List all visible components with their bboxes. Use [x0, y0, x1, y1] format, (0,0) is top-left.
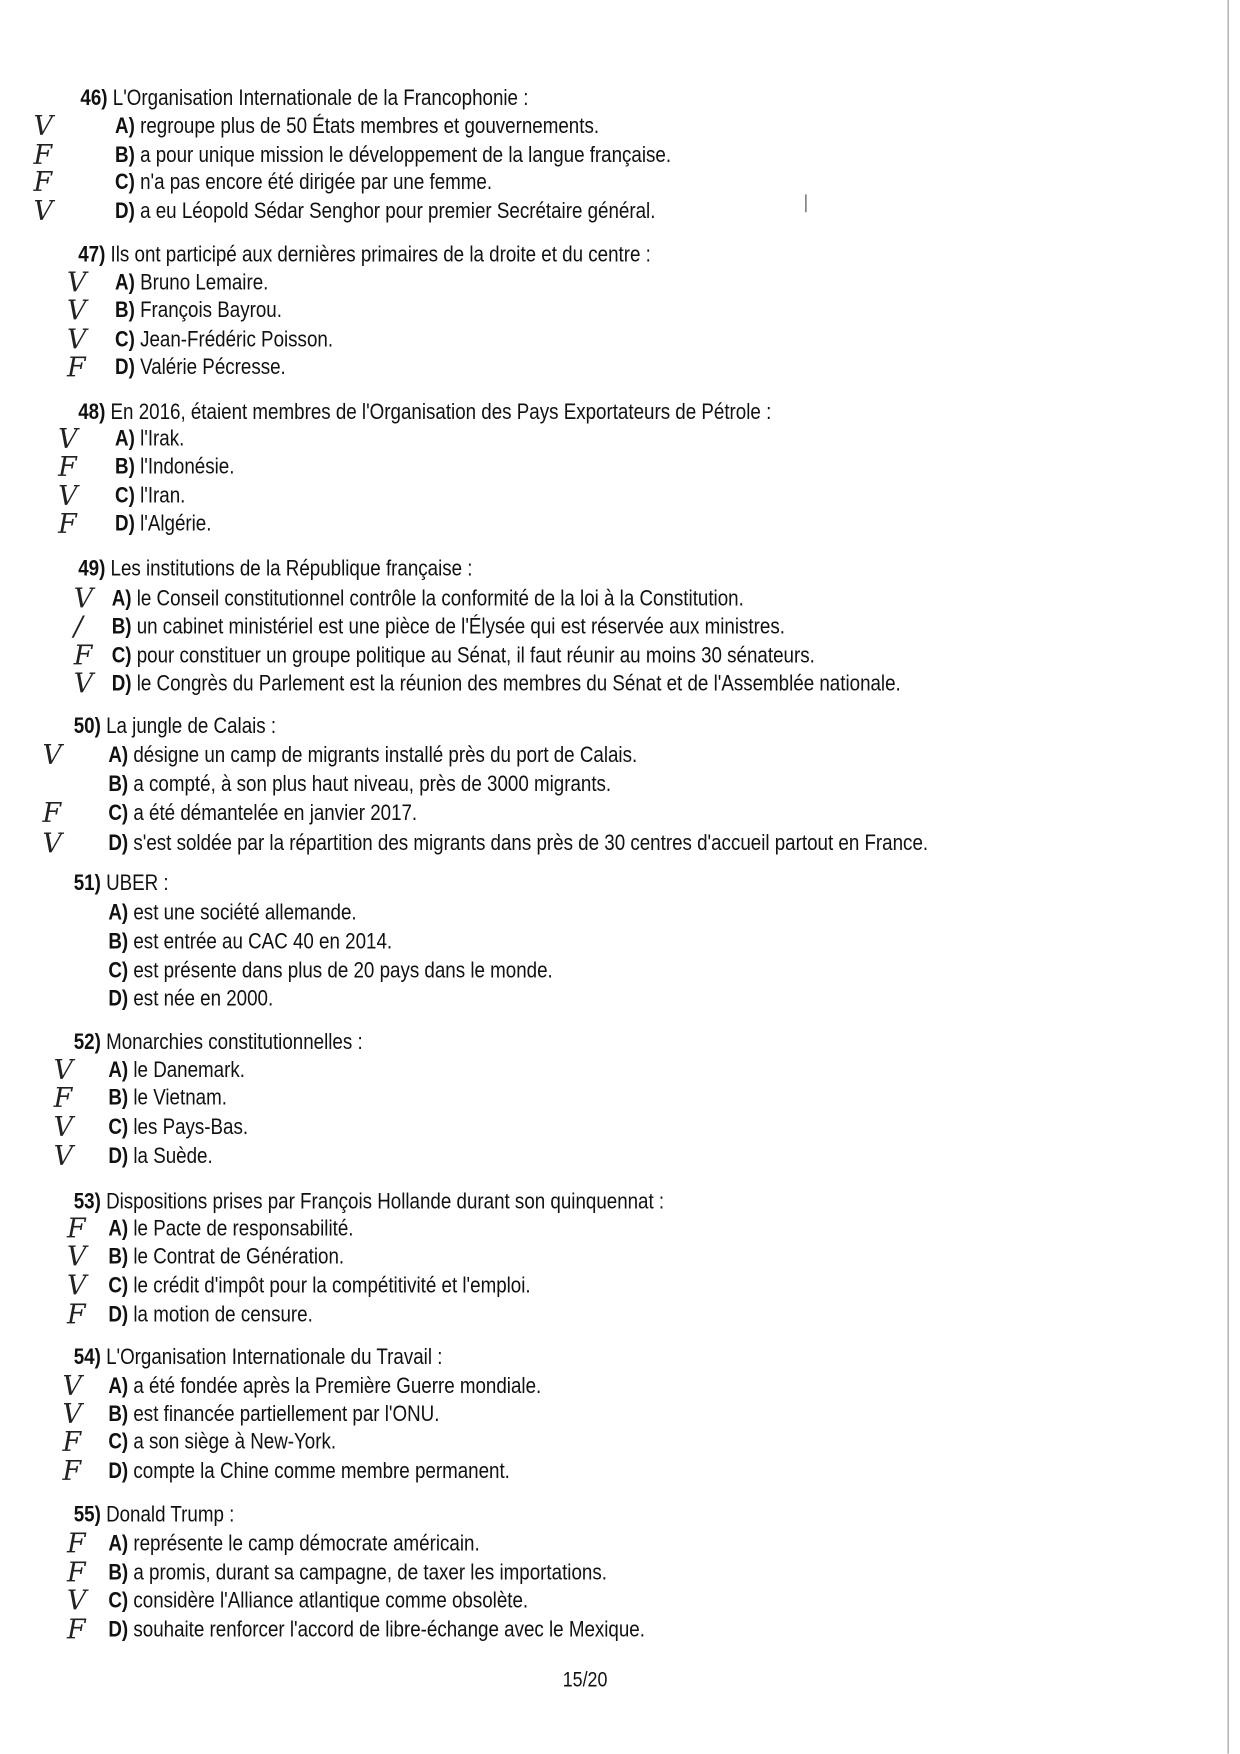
- handwritten-mark: V: [67, 266, 87, 299]
- question-53: [74, 1190, 664, 1215]
- option-text: le Vietnam.: [133, 1085, 227, 1111]
- option-text: la Suède.: [133, 1143, 213, 1169]
- answer-option: [108, 831, 928, 856]
- option-text: le Pacte de responsabilité.: [133, 1216, 354, 1241]
- question-number: 50): [73, 713, 101, 739]
- option-label: B): [108, 1401, 129, 1427]
- option-text: le Contrat de Génération.: [133, 1244, 345, 1269]
- answer-option: [108, 1588, 528, 1613]
- option-label: B): [108, 1244, 129, 1269]
- option-text: s'est soldée par la répartition des migrants dans près de 30 centres d'accueil partout en France.: [133, 831, 929, 856]
- option-label: C): [115, 483, 135, 509]
- option-label: D): [115, 511, 135, 537]
- question-text: UBER :: [106, 871, 169, 896]
- question-number: 52): [73, 1029, 101, 1055]
- question-text: Ils ont participé aux dernières primaires de la droite et du centre :: [110, 242, 651, 267]
- answer-option: [108, 1617, 645, 1642]
- option-text: a été fondée après la Première Guerre mondiale.: [133, 1373, 542, 1399]
- answer-option: [115, 298, 282, 323]
- answer-option: [112, 586, 744, 611]
- option-label: D): [108, 986, 129, 1011]
- question-number: 51): [73, 871, 101, 896]
- option-text: a pour unique mission le développement de la langue française.: [140, 142, 672, 168]
- handwritten-mark: V: [53, 1140, 73, 1172]
- handwritten-mark: V: [67, 1270, 87, 1302]
- handwritten-mark: F: [62, 1426, 82, 1458]
- option-label: B): [108, 929, 129, 954]
- option-label: B): [115, 454, 135, 480]
- answer-option: [115, 327, 333, 352]
- option-label: B): [111, 614, 132, 639]
- handwritten-mark: V: [42, 739, 62, 771]
- option-text: l'Iran.: [140, 483, 186, 509]
- handwritten-mark: V: [53, 1054, 73, 1086]
- handwritten-mark: F: [67, 351, 86, 384]
- handwritten-mark: V: [42, 827, 62, 859]
- answer-option: [108, 1086, 227, 1111]
- handwritten-mark: /: [73, 610, 83, 643]
- answer-option: [115, 114, 599, 139]
- option-label: C): [111, 643, 132, 668]
- handwritten-mark: V: [62, 1370, 82, 1402]
- handwritten-mark: F: [67, 1299, 86, 1331]
- answer-option: [115, 270, 268, 295]
- option-text: compte la Chine comme membre permanent.: [133, 1458, 510, 1484]
- answer-option: [115, 427, 184, 452]
- question-49: [78, 556, 472, 581]
- option-text: Bruno Lemaire.: [140, 270, 269, 295]
- option-label: D): [108, 1143, 129, 1169]
- handwritten-mark: V: [73, 583, 94, 615]
- handwritten-mark: V: [53, 1111, 73, 1143]
- answer-option: [108, 1430, 336, 1455]
- answer-option: [115, 455, 234, 480]
- option-label: A): [108, 1531, 129, 1556]
- page-number: 15/20: [562, 1668, 608, 1693]
- option-text: est présente dans plus de 20 pays dans le monde.: [133, 958, 553, 983]
- question-number: 48): [78, 399, 106, 425]
- answer-option: [112, 643, 815, 668]
- answer-option: [115, 199, 655, 224]
- question-number: 53): [73, 1189, 101, 1215]
- question-46: [80, 86, 528, 111]
- option-text: le Congrès du Parlement est la réunion des membres du Sénat et de l'Assemblée nationale.: [136, 671, 901, 696]
- answer-option: [108, 1144, 212, 1169]
- answer-option: [115, 484, 185, 509]
- option-text: le Conseil constitutionnel contrôle la conformité de la loi à la Constitution.: [136, 586, 744, 611]
- handwritten-mark: F: [53, 1082, 73, 1114]
- option-label: D): [111, 671, 132, 696]
- question-text: L'Organisation Internationale de la Francophonie :: [112, 86, 529, 111]
- handwritten-mark: F: [67, 1557, 86, 1589]
- handwritten-mark: F: [58, 508, 77, 540]
- answer-option: [115, 143, 671, 168]
- question-50: [74, 714, 276, 739]
- answer-option: [108, 929, 392, 954]
- option-text: a son siège à New-York.: [133, 1429, 337, 1455]
- answer-option: [112, 614, 785, 639]
- handwritten-mark: F: [67, 1614, 86, 1646]
- option-text: le crédit d'impôt pour la compétitivité et l'emploi.: [133, 1273, 531, 1298]
- question-text: L'Organisation Internationale du Travail :: [106, 1344, 443, 1370]
- option-label: A): [108, 742, 129, 768]
- answer-option: [108, 1058, 245, 1083]
- handwritten-mark: V: [67, 323, 87, 356]
- question-number: 54): [73, 1344, 101, 1370]
- question-text: Monarchies constitutionnelles :: [106, 1029, 363, 1055]
- option-text: souhaite renforcer l'accord de libre-échange avec le Mexique.: [133, 1617, 645, 1642]
- question-55: [74, 1502, 235, 1527]
- option-label: B): [108, 1085, 129, 1111]
- question-number: 55): [73, 1502, 101, 1527]
- option-text: le Danemark.: [133, 1057, 245, 1083]
- handwritten-mark: V: [67, 294, 87, 327]
- handwritten-mark: F: [67, 1213, 86, 1245]
- option-label: A): [115, 113, 135, 139]
- option-text: a été démantelée en janvier 2017.: [133, 800, 418, 826]
- option-label: C): [108, 1273, 129, 1298]
- option-text: un cabinet ministériel est une pièce de l'Élysée qui est réservée aux ministres.: [136, 614, 785, 639]
- option-text: est financée partiellement par l'ONU.: [133, 1401, 440, 1427]
- answer-option: [108, 801, 417, 826]
- option-label: A): [108, 1216, 129, 1241]
- option-label: B): [115, 142, 135, 168]
- option-label: D): [115, 198, 135, 224]
- answer-option: [108, 958, 552, 983]
- question-number: 47): [78, 242, 106, 267]
- option-label: C): [108, 800, 129, 826]
- option-text: a compté, à son plus haut niveau, près de 3000 migrants.: [133, 771, 612, 797]
- option-label: D): [108, 831, 129, 856]
- option-text: l'Irak.: [140, 426, 185, 452]
- question-text: En 2016, étaient membres de l'Organisation des Pays Exportateurs de Pétrole :: [110, 399, 772, 425]
- option-label: D): [108, 1458, 129, 1484]
- option-label: B): [108, 1560, 129, 1586]
- option-text: a eu Léopold Sédar Senghor pour premier Secrétaire général.: [140, 198, 656, 224]
- question-number: 49): [78, 556, 106, 581]
- page-edge-line: [1228, 0, 1229, 1754]
- option-text: est entrée au CAC 40 en 2014.: [133, 929, 393, 954]
- option-label: A): [111, 586, 132, 611]
- option-label: B): [108, 771, 129, 797]
- handwritten-mark: V: [33, 195, 53, 227]
- option-text: l'Algérie.: [140, 511, 212, 537]
- answer-option: [108, 986, 273, 1011]
- option-label: A): [115, 426, 135, 452]
- handwritten-mark: F: [33, 139, 53, 171]
- handwritten-mark: F: [42, 797, 62, 829]
- answer-option: [108, 1560, 607, 1585]
- question-text: Donald Trump :: [106, 1502, 235, 1527]
- question-48: [78, 400, 771, 425]
- option-label: C): [108, 1588, 129, 1613]
- answer-option: [115, 170, 492, 195]
- option-label: C): [115, 169, 135, 195]
- option-text: pour constituer un groupe politique au Sénat, il faut réunir au moins 30 sénateurs.: [136, 643, 815, 668]
- answer-option: [108, 1115, 248, 1140]
- handwritten-mark: V: [67, 1585, 87, 1617]
- option-label: A): [108, 1057, 129, 1083]
- option-text: l'Indonésie.: [140, 454, 235, 480]
- question-text: La jungle de Calais :: [106, 713, 277, 739]
- handwritten-mark: F: [58, 451, 77, 483]
- option-label: C): [108, 1114, 129, 1140]
- option-text: Jean-Frédéric Poisson.: [140, 327, 334, 352]
- handwritten-mark: V: [67, 1240, 87, 1273]
- answer-option: [112, 671, 901, 696]
- option-text: François Bayrou.: [140, 298, 282, 323]
- answer-option: [115, 512, 211, 537]
- option-text: regroupe plus de 50 États membres et gouvernements.: [140, 113, 600, 139]
- option-text: a promis, durant sa campagne, de taxer les importations.: [133, 1560, 607, 1586]
- option-label: A): [108, 900, 129, 925]
- option-label: A): [115, 270, 135, 295]
- question-number: 46): [80, 86, 108, 111]
- answer-option: [108, 1459, 510, 1484]
- option-text: est une société allemande.: [133, 900, 357, 925]
- handwritten-mark: F: [67, 1528, 86, 1560]
- handwritten-mark: F: [73, 640, 93, 672]
- handwritten-mark: V: [73, 667, 94, 700]
- question-text: Dispositions prises par François Hollande durant son quinquennat :: [106, 1189, 665, 1215]
- handwritten-mark: V: [62, 1398, 82, 1430]
- answer-option: [108, 1302, 312, 1327]
- option-text: est née en 2000.: [133, 986, 274, 1011]
- question-52: [74, 1030, 363, 1055]
- handwritten-mark: V: [58, 480, 78, 512]
- handwritten-mark: F: [62, 1455, 82, 1487]
- answer-option: [108, 1402, 439, 1427]
- option-label: A): [108, 1373, 129, 1399]
- stray-mark: [805, 194, 806, 212]
- option-label: D): [108, 1302, 129, 1327]
- answer-option: [108, 1531, 479, 1556]
- answer-option: [108, 1216, 353, 1241]
- option-text: considère l'Alliance atlantique comme obsolète.: [133, 1588, 529, 1613]
- option-text: les Pays-Bas.: [133, 1114, 249, 1140]
- option-label: D): [108, 1617, 129, 1642]
- option-label: D): [115, 355, 135, 380]
- question-47: [78, 242, 651, 267]
- option-text: représente le camp démocrate américain.: [133, 1531, 480, 1556]
- option-text: Valérie Pécresse.: [140, 355, 286, 380]
- answer-option: [108, 743, 637, 768]
- answer-option: [108, 1273, 530, 1298]
- handwritten-mark: V: [33, 110, 53, 142]
- option-text: la motion de censure.: [133, 1302, 313, 1327]
- answer-option: [115, 355, 286, 380]
- handwritten-mark: F: [33, 166, 53, 198]
- option-label: B): [115, 298, 135, 323]
- option-text: désigne un camp de migrants installé près du port de Calais.: [133, 742, 638, 768]
- handwritten-mark: V: [58, 423, 78, 455]
- answer-option: [108, 1244, 344, 1269]
- answer-option: [108, 772, 611, 797]
- answer-option: [108, 1374, 541, 1399]
- question-text: Les institutions de la République française :: [110, 556, 473, 581]
- question-54: [74, 1345, 443, 1370]
- option-text: n'a pas encore été dirigée par une femme.: [140, 169, 493, 195]
- option-label: C): [115, 327, 135, 352]
- option-label: C): [108, 1429, 129, 1455]
- option-label: C): [108, 958, 129, 983]
- question-51: [74, 871, 169, 896]
- answer-option: [108, 900, 356, 925]
